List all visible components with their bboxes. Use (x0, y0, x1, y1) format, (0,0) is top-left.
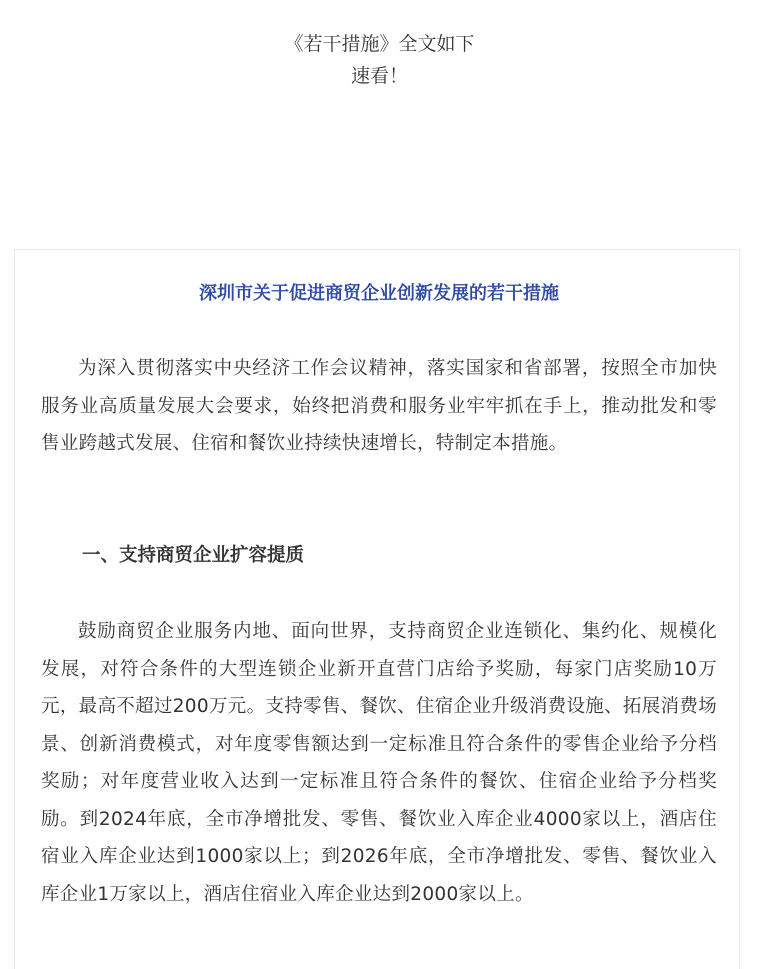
intro-line-quick-look: 速看！ (350, 65, 408, 87)
section-body-1: 鼓励商贸企业服务内地、面向世界，支持商贸企业连锁化、集约化、规模化发展，对符合条件的大型连锁企业新开直营门店给予奖励，每家门店奖励10万元，最高不超过200万元。支持零售、餐饮、住宿企业升级消费设施、拓展消费场景、创新消费模式，对年度零售额达到一定标准且符合条件的零售企业给予分档奖励；对年度营业收入达到一定标准且符合条件的餐饮、住宿企业给予分档奖励。到2024年底，全市净增批发、零售、餐饮业入库企业4000家以上，酒店住宿业入库企业达到1000家以上；到2026年底，全市净增批发、零售、餐饮业入库企业1万家以上，酒店住宿业入库企业达到2000家以上。 (41, 621, 717, 905)
document-title: 深圳市关于促进商贸企业创新发展的若干措施 (199, 283, 559, 304)
intro-line-full-text: 《若干措施》全文如下 (284, 33, 475, 55)
section-heading-1: 一、支持商贸企业扩容提质 (82, 545, 305, 566)
preamble-paragraph: 为深入贯彻落实中央经济工作会议精神，落实国家和省部署，按照全市加快服务业高质量发展大会要求，始终把消费和服务业牢牢抓在手上，推动批发和零售业跨越式发展、住宿和餐饮业持续快速增长，特制定本措施。 (41, 358, 717, 454)
intro-block (0, 28, 759, 92)
document-card (14, 249, 740, 969)
